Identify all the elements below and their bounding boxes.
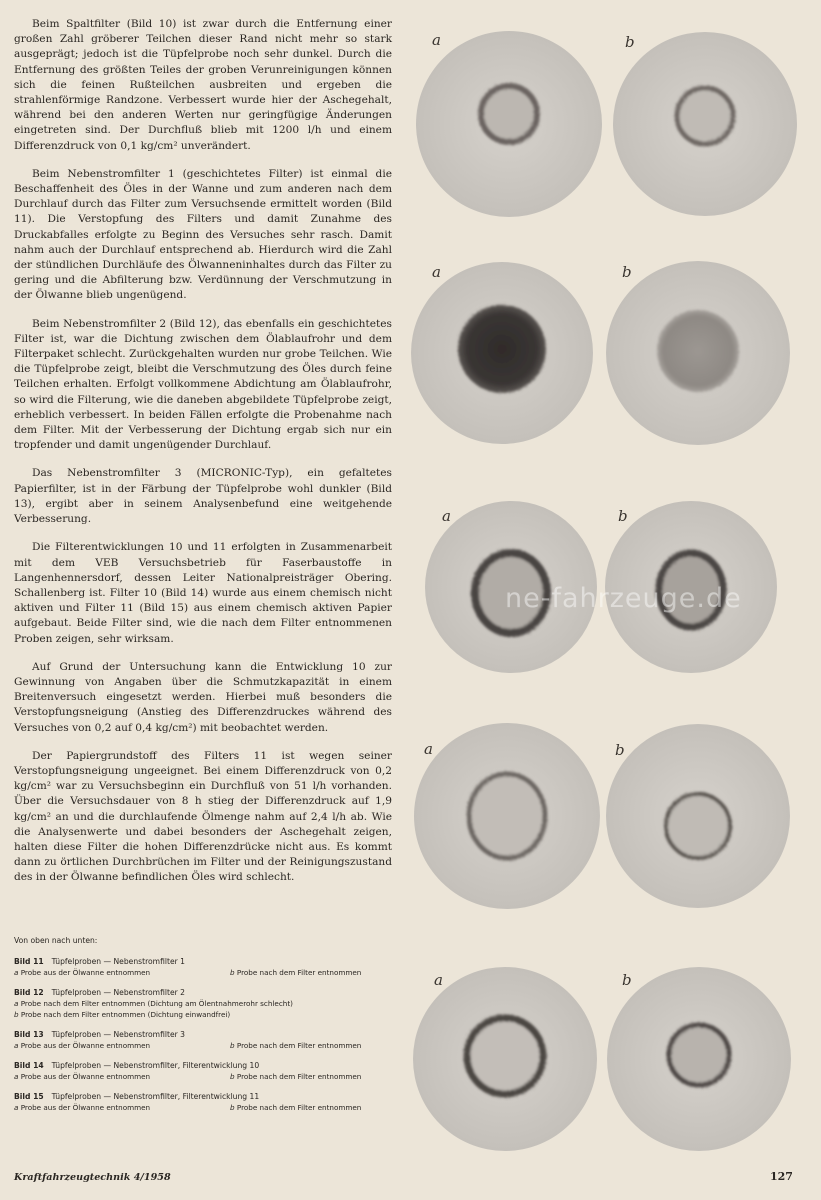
body-text	[14, 17, 392, 899]
caption-bild-12	[14, 987, 409, 1020]
journal-name: Kraftfahrzeugtechnik 4/1958	[14, 1172, 171, 1183]
caption-letter: a	[14, 1041, 19, 1050]
caption-text: Probe aus der Ölwanne entnommen	[20, 1041, 151, 1050]
caption-bild-13	[14, 1029, 409, 1051]
caption-letter: a	[14, 999, 19, 1008]
caption-text: Probe nach dem Filter entnommen (Dichtung am Ölentnahmerohr schlecht)	[20, 999, 293, 1008]
figure-label-a: a	[434, 971, 443, 989]
caption-text: Probe aus der Ölwanne entnommen	[20, 1103, 151, 1112]
spot-stain	[467, 1018, 543, 1094]
caption-text: Probe nach dem Filter entnommen	[236, 1041, 362, 1050]
caption-text: Probe nach dem Filter entnommen	[236, 1072, 362, 1081]
spot-stain	[481, 86, 537, 142]
page-number: 127	[770, 1170, 793, 1183]
caption-text: Probe nach dem Filter entnommen	[236, 1103, 362, 1112]
figure-label-b: b	[622, 971, 632, 989]
spot-row-bild-15	[413, 967, 791, 1151]
caption-title: Tüpfelproben — Nebenstromfilter 1	[51, 957, 185, 966]
caption-label: Bild 15	[14, 1092, 44, 1101]
spot-row-bild-12	[411, 261, 790, 445]
caption-title: Tüpfelproben — Nebenstromfilter, Filterentwicklung 10	[51, 1061, 260, 1070]
spot-row-bild-11	[416, 31, 797, 217]
figure-label-a: a	[432, 263, 441, 281]
caption-letter: a	[14, 1103, 19, 1112]
figure-label-b: b	[622, 263, 632, 281]
caption-letter: b	[230, 968, 235, 977]
spot-stain	[669, 1025, 729, 1085]
paragraph: Beim Nebenstromfilter 2 (Bild 12), das ebenfalls ein geschichtetes Filter ist, war die Dichtung zwischen dem Ölablaufrohr und dem Filterpaket schlecht. Zurückgehalten wurden nur grobe Teilchen. Wie die Tüpfelprobe zeigt, bleibt die Verschmutzung des Öles durch feine Teilchen erhalten. Erfolgt vollkommene Abdichtung am Ölablaufrohr, so wird die Filterung, wie die daneben abgebildete Tüpfelprobe zeigt, erheblich verbessert. In beiden Fällen erfolgte die Probenahme nach dem Filter. Mit der Verbesserung der Dichtung ergab sich nur ein tropfender und damit ungenügender Durchlauf.	[14, 317, 392, 452]
caption-letter: a	[14, 968, 19, 977]
paragraph: Das Nebenstromfilter 3 (MICRONIC-Typ), ein gefaltetes Papierfilter, ist in der Färbung der Tüpfelprobe wohl dunkler (Bild 13), ergibt aber in seinem Analysenbefund eine weitgehende Verbesserung.	[14, 467, 392, 526]
spot-stain	[458, 305, 546, 393]
figure-captions	[14, 936, 409, 1122]
spot-row-bild-14	[414, 723, 790, 909]
spot-stain	[666, 794, 730, 858]
figure-label-b: b	[615, 741, 625, 759]
caption-bild-15	[14, 1091, 409, 1113]
caption-letter: b	[230, 1103, 235, 1112]
caption-label: Bild 13	[14, 1030, 44, 1039]
caption-letter: a	[14, 1072, 19, 1081]
paragraph: Auf Grund der Untersuchung kann die Entwicklung 10 zur Gewinnung von Angaben über die Schmutzkapazität in einem Breitenversuch eingesetzt werden. Hierbei muß besonders die Verstopfungsneigung (Anstieg des Differenzdruckes während des Versuches von 0,2 auf 0,4 kg/cm²) mit beobachtet werden.	[14, 660, 392, 734]
spot-stain	[469, 774, 545, 858]
figure-label-b: b	[618, 507, 628, 525]
figure-label-a: a	[424, 740, 433, 758]
caption-intro: Von oben nach unten:	[14, 936, 98, 945]
caption-letter: b	[14, 1010, 19, 1019]
caption-label: Bild 11	[14, 957, 44, 966]
caption-text: Probe aus der Ölwanne entnommen	[20, 968, 151, 977]
paragraph: Beim Spaltfilter (Bild 10) ist zwar durch die Entfernung einer großen Zahl gröberer Teilchen dieser Rand nicht mehr so stark ausgeprägt; jedoch ist die Tüpfelprobe noch sehr dunkel. Durch die Entfernung des größten Teiles der groben Verunreinigungen können sich die feinen Rußteilchen ausbreiten und ergeben die strahlenförmige Randzone. Verbessert wurde hier der Aschegehalt, während bei den anderen Werten nur geringfügige Änderungen eingetreten sind. Der Durchfluß blieb mit 1200 l/h und einem Differenzdruck von 0,1 kg/cm² unverändert.	[14, 18, 392, 152]
caption-title: Tüpfelproben — Nebenstromfilter 2	[51, 988, 185, 997]
figure-label-a: a	[432, 31, 441, 49]
caption-bild-11	[14, 956, 409, 978]
caption-text: Probe nach dem Filter entnommen	[236, 968, 362, 977]
spot-stain	[657, 310, 739, 392]
caption-letter: b	[230, 1041, 235, 1050]
caption-text: Probe nach dem Filter entnommen (Dichtung einwandfrei)	[20, 1010, 231, 1019]
caption-title: Tüpfelproben — Nebenstromfilter 3	[51, 1030, 185, 1039]
paragraph: Beim Nebenstromfilter 1 (geschichtetes Filter) ist einmal die Beschaffenheit des Öles in der Wanne und zum anderen nach dem Durchlauf durch das Filter zum Versuchsende ermittelt worden (Bild 11). Die Verstopfung des Filters und damit Zunahme des Druckabfalles erfolgte zu Beginn des Versuches sehr rasch. Damit nahm auch der Durchlauf entsprechend ab. Hierdurch wird die Zahl der stündlichen Durchläufe des Ölwanneninhaltes durch das Filter zu gering und die Abfilterung bzw. Verdünnung der Verschmutzung in der Ölwanne blieb ungenügend.	[14, 167, 392, 302]
caption-bild-14	[14, 1060, 409, 1082]
paragraph: Der Papiergrundstoff des Filters 11 ist wegen seiner Verstopfungsneigung ungeeignet. Bei einem Differenzdruck von 0,2 kg/cm² war zu Versuchsbeginn ein Durchfluß von 51 l/h vorhanden. Über die Versuchsdauer von 8 h stieg der Differenzdruck auf 1,9 kg/cm² an und die durchlaufende Ölmenge nahm auf 2,4 l/h ab. Wie die Analysenwerte und dabei besonders der Aschegehalt zeigen, halten diese Filter die hohen Differenzdrücke nicht aus. Es kommt dann zu örtlichen Durchbrüchen im Filter und der Reinigungszustand des in der Ölwanne befindlichen Öles wird schlecht.	[14, 749, 392, 884]
paragraph: Die Filterentwicklungen 10 und 11 erfolgten in Zusammenarbeit mit dem VEB Versuchsbetrieb für Faserbaustoffe in Langenhennersdorf, dessen Leiter Nationalpreisträger Obering. Schallenberg ist. Filter 10 (Bild 14) wurde aus einem chemisch nicht aktiven und Filter 11 (Bild 15) aus einem chemisch aktiven Papier aufgebaut. Beide Filter sind, wie die nach dem Filter entnommenen Proben zeigen, sehr wirksam.	[14, 541, 392, 645]
watermark: ne-fahrzeuge.de	[505, 583, 742, 614]
caption-letter: b	[230, 1072, 235, 1081]
figure-label-a: a	[442, 507, 451, 525]
figure-label-b: b	[625, 33, 635, 51]
caption-text: Probe aus der Ölwanne entnommen	[20, 1072, 151, 1081]
caption-label: Bild 12	[14, 988, 44, 997]
caption-title: Tüpfelproben — Nebenstromfilter, Filterentwicklung 11	[51, 1092, 260, 1101]
caption-label: Bild 14	[14, 1061, 44, 1070]
spot-stain	[677, 88, 733, 144]
